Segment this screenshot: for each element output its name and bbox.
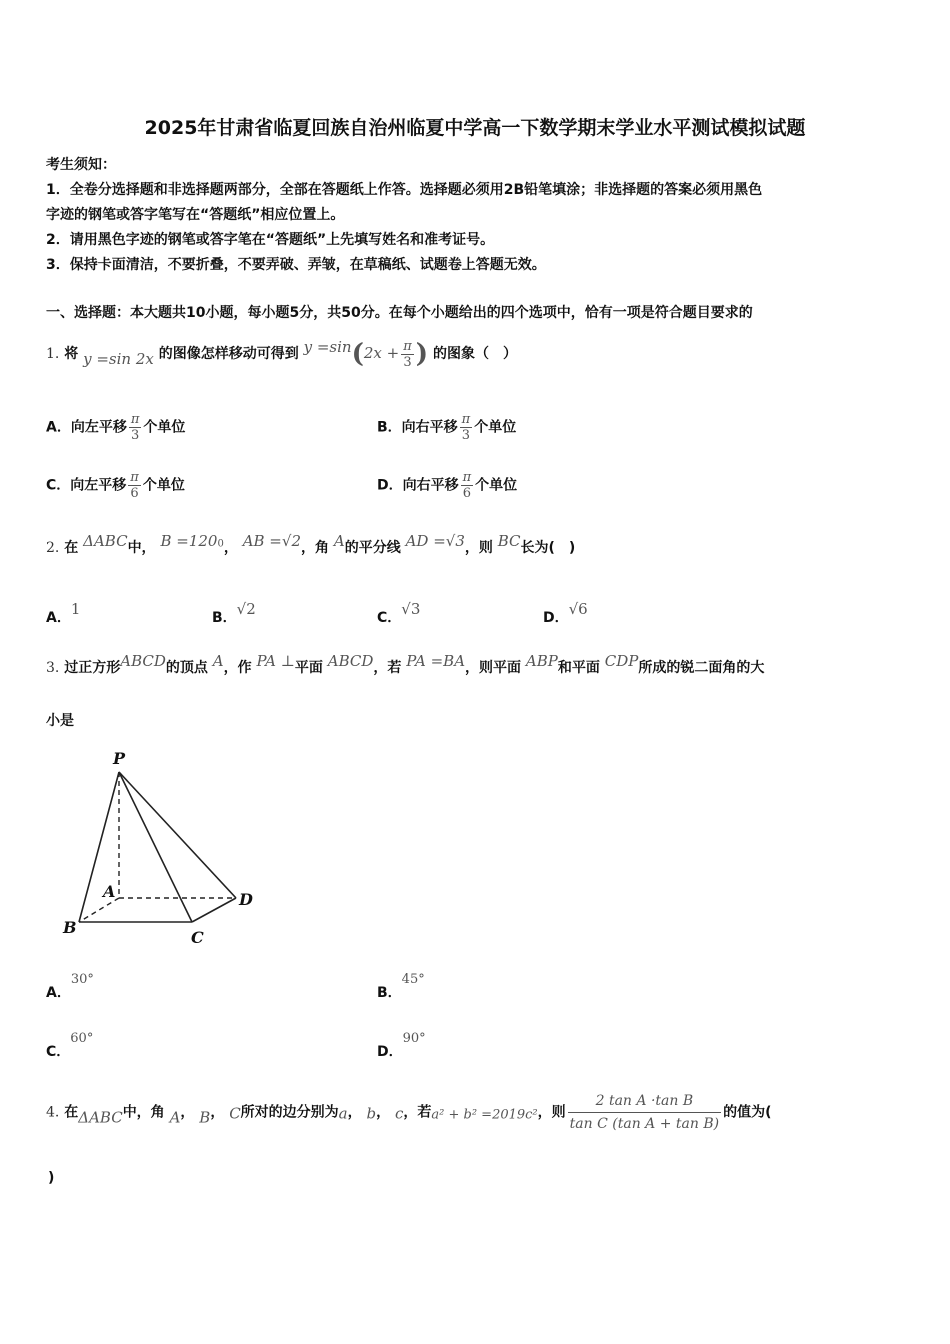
q2-option-c: C．√3 [377, 600, 421, 626]
q1-formula-2b: 2x + [363, 344, 400, 362]
label-d: D [239, 890, 253, 909]
q4-closing-paren: ) [48, 1170, 55, 1186]
q1-text-2: 的图像怎样移动可得到 [158, 346, 299, 362]
q2-option-a: A．1 [46, 600, 81, 626]
q1-formula-2-frac: $\frac{\pi}{3}$ [403, 338, 412, 370]
q2-formula-ab: AB =√2 [242, 532, 301, 550]
pyramid-diagram [55, 745, 270, 945]
edge-pc [119, 772, 192, 922]
notice-item-3: 3．保持卡面清洁，不要折叠，不要弄破、弄皱，在草稿纸、试题卷上答题无效。 [46, 257, 546, 273]
q1-formula-1: y =sin 2x [83, 350, 154, 368]
question-4: 4. 在ΔABC中，角 A， B， C所对的边分别为a， b， c，若a² + b² =2019c²，则 $\frac{\text{2 tan A ·tan B}}{\text{tan C (tan A + tan B)}}$ 的值为( [46, 1090, 772, 1135]
q2-formula-triangle: ΔABC [83, 532, 128, 550]
question-1: 1. 将 y =sin 2x 的图像怎样移动可得到 y =sin(2x + $\frac{\pi}{3}$ ) 的图象（ ） [46, 338, 517, 370]
notice-heading: 考生须知： [46, 157, 116, 173]
q3-option-a: A．30° [46, 972, 94, 1001]
q1-text-1: 将 [64, 346, 79, 362]
q2-formula-angle: B =120 [160, 532, 218, 550]
q3-text-continued: 小是 [46, 713, 74, 729]
q1-text-3: 的图象（ ） [432, 346, 517, 362]
notice-item-1a: 1．全卷分选择题和非选择题两部分，全部在答题纸上作答。选择题必须用2B铅笔填涂；非选择题的答案必须用黑色 [46, 182, 763, 198]
section-heading: 一、选择题：本大题共10小题，每小题5分，共50分。在每个小题给出的四个选项中，恰有一项是符合题目要求的 [46, 305, 753, 321]
page-title: 2025年甘肃省临夏回族自治州临夏中学高一下数学期末学业水平测试模拟试题 [144, 117, 806, 139]
q4-target-fraction: $\frac{\text{2 tan A ·tan B}}{\text{tan C (tan A + tan B)}}$ [568, 1090, 721, 1135]
q1-option-b: B．向右平移 $\frac{\pi}{3}$ 个单位 [377, 412, 517, 443]
notice-item-2: 2．请用黑色字迹的钢笔或答字笔在“答题纸”上先填写姓名和准考证号。 [46, 232, 495, 248]
label-a: A [103, 882, 116, 901]
question-3: 3. 过正方形ABCD的顶点 A，作 PA ⊥平面 ABCD，若 PA =BA，则平面 ABP和平面 CDP所成的锐二面角的大 [46, 652, 765, 676]
edge-pd [119, 772, 236, 898]
q1-option-a: A．向左平移 $\frac{\pi}{3}$ 个单位 [46, 412, 186, 443]
q2-formula-ad: AD =√3 [405, 532, 465, 550]
q3-option-c: C．60° [46, 1031, 94, 1060]
q1-number: 1. [46, 346, 60, 362]
q1-option-c: C．向左平移 $\frac{\pi}{6}$ 个单位 [46, 470, 185, 501]
q2-option-b: B．√2 [212, 600, 256, 626]
q3-option-d: D．90° [377, 1031, 426, 1060]
label-p: P [113, 749, 126, 768]
label-c: C [191, 928, 204, 945]
notice-item-1b: 字迹的钢笔或答字笔写在“答题纸”相应位置上。 [46, 207, 345, 223]
label-b: B [63, 918, 77, 937]
q4-condition-formula: a² + b² =2019c² [431, 1107, 538, 1123]
q2-option-d: D．√6 [543, 600, 588, 626]
edge-cd [192, 898, 236, 922]
question-2: 2. 在 ΔABC中， $B =120^0$， AB =√2，角 A的平分线 AD =√3，则 BC长为( ) [46, 532, 576, 556]
q4-number: 4. [46, 1104, 60, 1121]
q1-option-d: D．向右平移 $\frac{\pi}{6}$ 个单位 [377, 470, 518, 501]
q3-number: 3. [46, 660, 60, 676]
q2-number: 2. [46, 540, 60, 556]
q1-formula-2a: y =sin [303, 338, 352, 356]
q3-option-b: B．45° [377, 972, 425, 1001]
